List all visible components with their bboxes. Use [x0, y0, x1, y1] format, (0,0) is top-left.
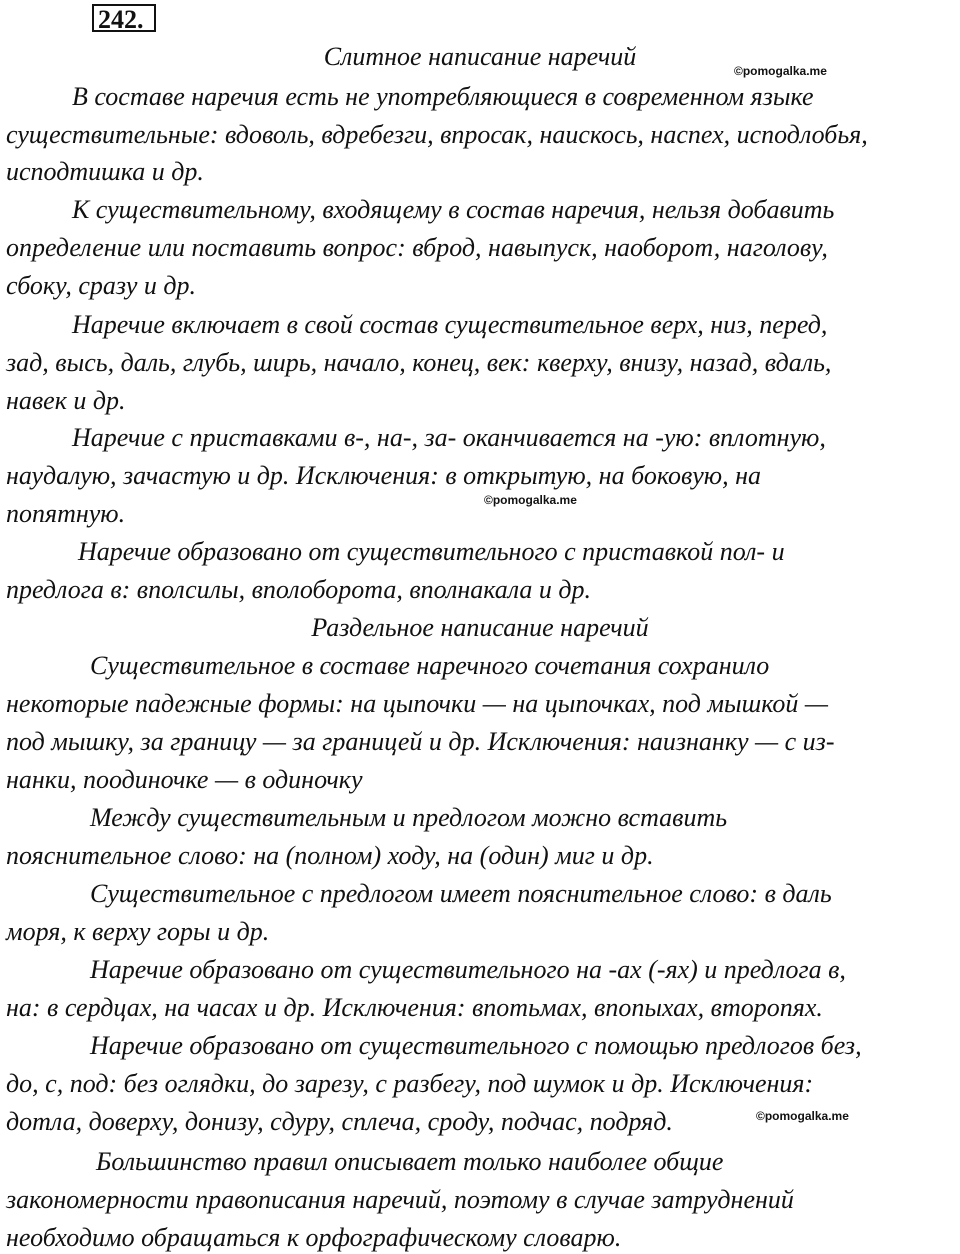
text-line: Наречие включает в свой состав существительное верх, низ, перед,	[72, 310, 828, 339]
text-line: под мышку, за границу — за границей и др. Исключения: наизнанку — с из-	[6, 727, 835, 756]
watermark: ©pomogalka.me	[734, 64, 827, 78]
text-line: на: в сердцах, на часах и др. Исключения: впотьмах, впопыхах, второпях.	[6, 993, 823, 1022]
text-line: дотла, доверху, донизу, сдуру, сплеча, сроду, подчас, подряд.	[6, 1107, 673, 1136]
text-line: нанки, поодиночке — в одиночку	[6, 765, 363, 794]
text-line: пояснительное слово: на (полном) ходу, на (один) миг и др.	[6, 841, 654, 870]
text-line: моря, к верху горы и др.	[6, 917, 270, 946]
text-line: существительные: вдоволь, вдребезги, впросак, наискось, наспех, исподлобья,	[6, 120, 868, 149]
text-line: закономерности правописания наречий, поэтому в случае затруднений	[6, 1185, 794, 1214]
text-line: исподтишка и др.	[6, 157, 204, 186]
watermark: ©pomogalka.me	[756, 1109, 849, 1123]
text-line: сбоку, сразу и др.	[6, 271, 197, 300]
exercise-number: 242.	[92, 4, 156, 32]
text-line: попятную.	[6, 499, 126, 528]
text-line: наудалую, зачастую и др. Исключения: в открытую, на боковую, на	[6, 461, 762, 490]
watermark: ©pomogalka.me	[484, 493, 577, 507]
text-line: Наречие образовано от существительного на -ах (-ях) и предлога в,	[90, 955, 846, 984]
text-line: Наречие образовано от существительного с помощью предлогов без,	[90, 1031, 862, 1060]
text-line: К существительному, входящему в состав наречия, нельзя добавить	[72, 195, 835, 224]
text-line: Большинство правил описывает только наиболее общие	[96, 1147, 724, 1176]
text-line: В составе наречия есть не употребляющиеся в современном языке	[72, 82, 814, 111]
text-line: Наречие образовано от существительного с приставкой пол- и	[78, 537, 785, 566]
heading-fused-spelling: Слитное написание наречий	[323, 42, 637, 71]
text-line: необходимо обращаться к орфографическому словарю.	[6, 1223, 622, 1252]
text-line: до, с, под: без оглядки, до зарезу, с разбегу, под шумок и др. Исключения:	[6, 1069, 814, 1098]
text-line: предлога в: вполсилы, вполоборота, вполнакала и др.	[6, 575, 592, 604]
text-line: Существительное в составе наречного сочетания сохранило	[90, 651, 770, 680]
text-line: Существительное с предлогом имеет пояснительное слово: в даль	[90, 879, 832, 908]
text-line: определение или поставить вопрос: вброд, навыпуск, наоборот, наголову,	[6, 233, 828, 262]
text-line: некоторые падежные формы: на цыпочки — на цыпочках, под мышкой —	[6, 689, 829, 718]
text-line: Между существительным и предлогом можно вставить	[90, 803, 728, 832]
text-line: навек и др.	[6, 386, 126, 415]
text-line: зад, высь, даль, глубь, ширь, начало, конец, век: кверху, внизу, назад, вдаль,	[6, 348, 832, 377]
text-line: Наречие с приставками в-, на-, за- оканчивается на -ую: вплотную,	[72, 423, 826, 452]
heading-separate-spelling: Раздельное написание наречий	[311, 613, 649, 642]
